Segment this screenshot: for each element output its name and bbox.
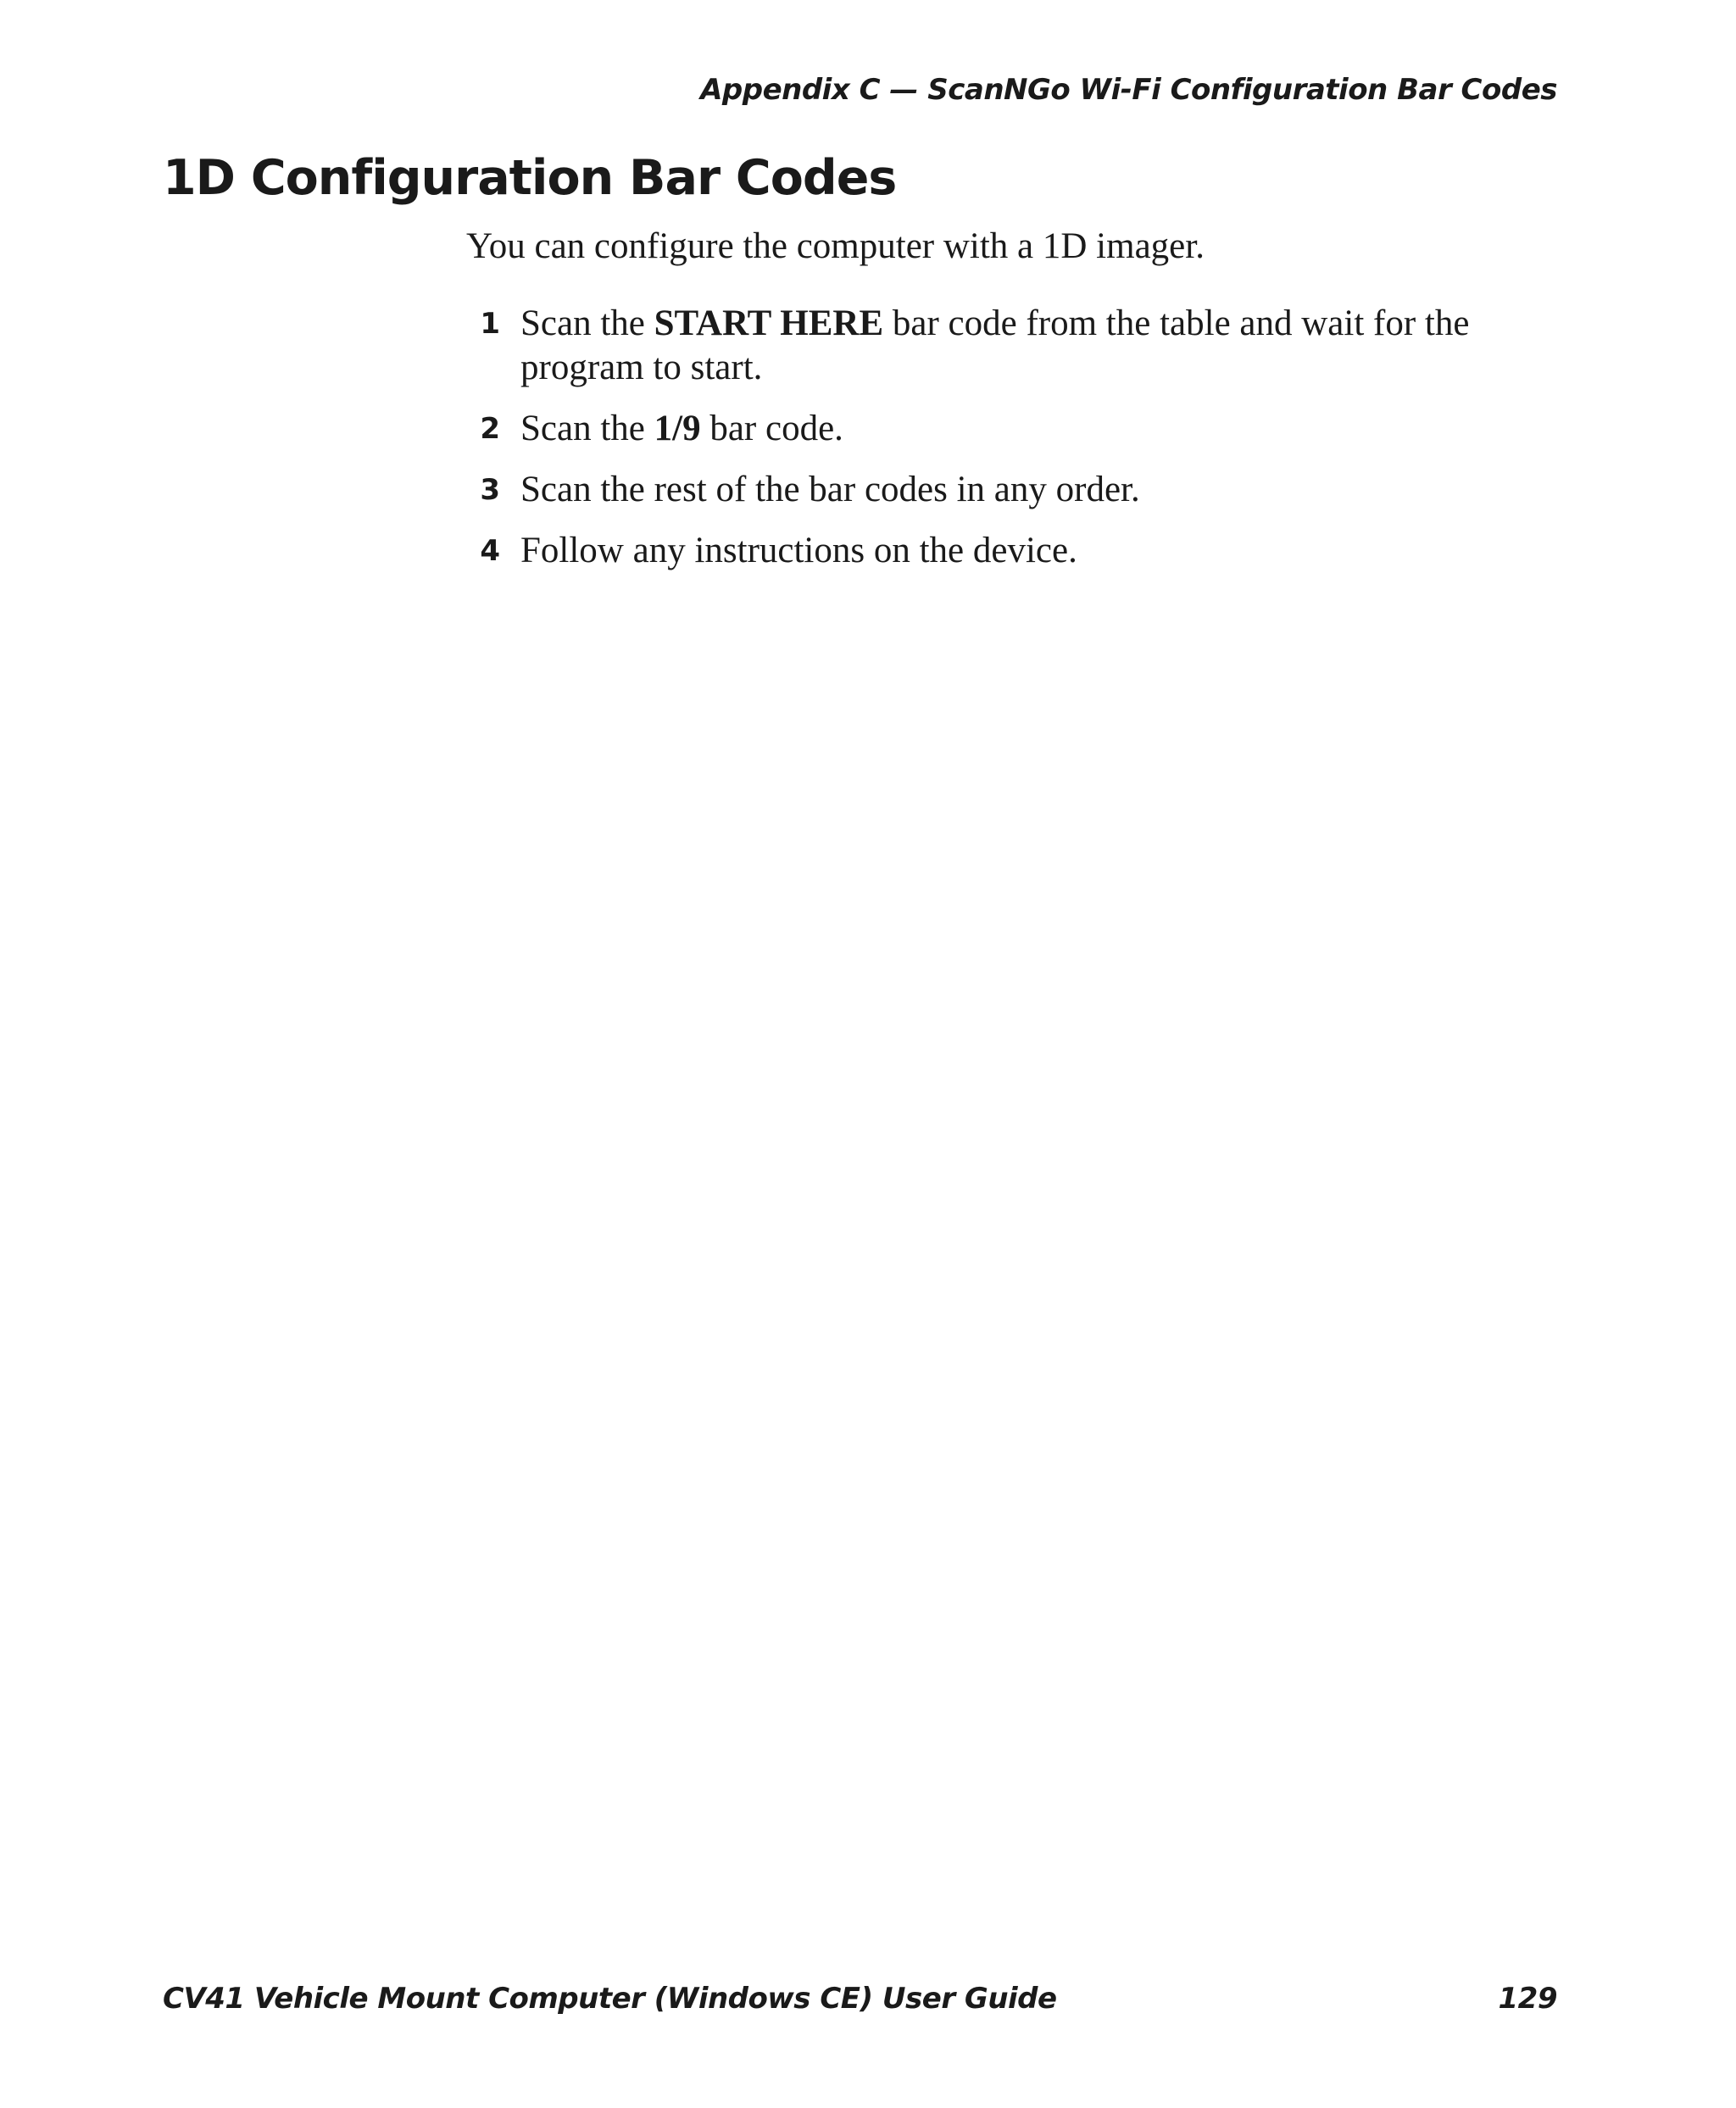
- running-header: Appendix C — ScanNGo Wi-Fi Configuration Bar Codes: [700, 73, 1557, 107]
- step-text: Scan the START HERE bar code from the table and wait for the program to start.: [520, 303, 1470, 387]
- step-item: [466, 407, 1568, 451]
- step-item: [466, 302, 1568, 390]
- step-text: Scan the 1/9 bar code.: [520, 409, 843, 448]
- section-title: 1D Configuration Bar Codes: [163, 150, 897, 206]
- running-footer: [163, 1982, 1557, 2016]
- step-text: Follow any instructions on the device.: [520, 531, 1077, 570]
- intro-paragraph: You can configure the computer with a 1D imager.: [466, 226, 1205, 266]
- step-text: Scan the rest of the bar codes in any order.: [520, 470, 1140, 509]
- step-number: 4: [480, 534, 500, 568]
- step-number: 3: [480, 473, 500, 507]
- step-emphasis: START HERE: [654, 303, 884, 343]
- step-item: [466, 468, 1568, 512]
- step-emphasis: 1/9: [654, 409, 701, 448]
- step-number: 1: [480, 307, 500, 341]
- footer-guide-title: CV41 Vehicle Mount Computer (Windows CE) User Guide: [163, 1982, 1057, 2016]
- step-number: 2: [480, 412, 500, 446]
- steps-list: [466, 302, 1568, 590]
- page-number: 129: [1498, 1982, 1557, 2016]
- step-item: [466, 529, 1568, 573]
